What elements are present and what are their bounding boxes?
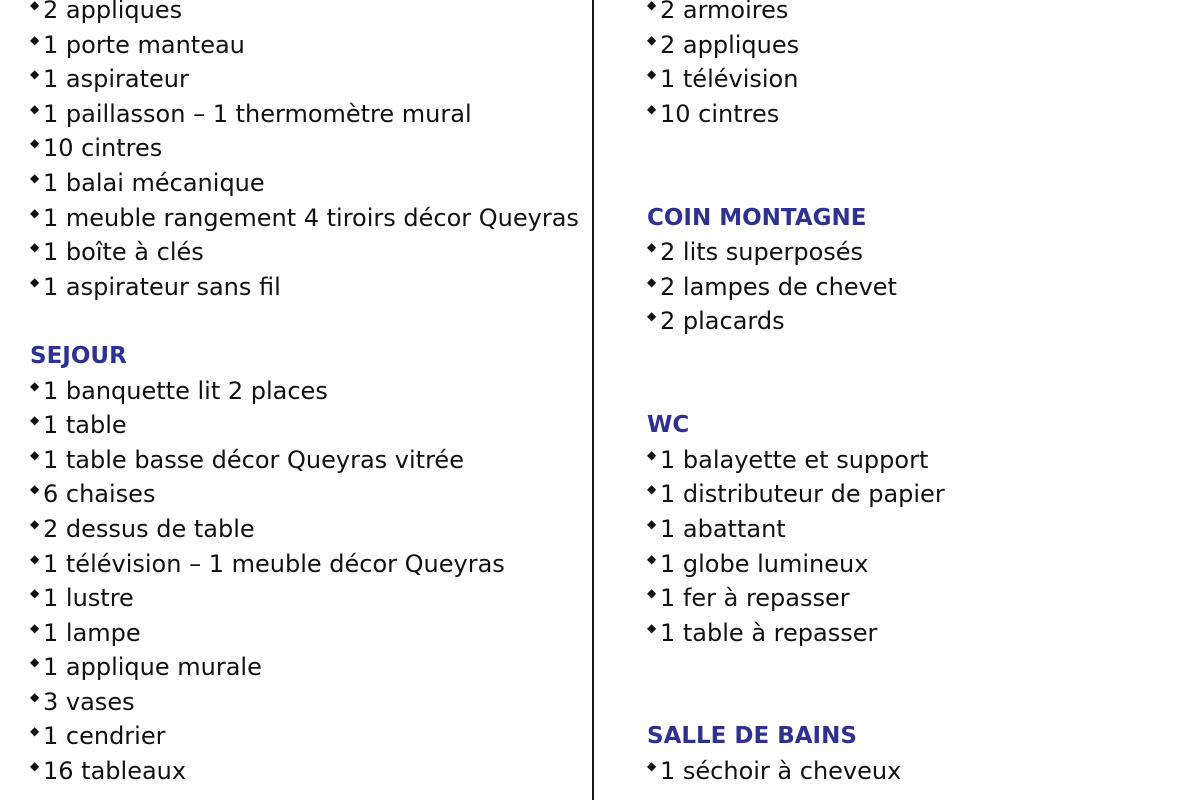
diamond-bullet-icon: ◆	[647, 32, 657, 47]
diamond-bullet-icon: ◆	[647, 586, 657, 601]
diamond-bullet-icon: ◆	[647, 67, 657, 82]
diamond-bullet-icon: ◆	[30, 655, 40, 670]
diamond-bullet-icon: ◆	[647, 620, 657, 635]
spacer	[647, 650, 1187, 719]
diamond-bullet-icon: ◆	[30, 240, 40, 255]
diamond-bullet-icon: ◆	[30, 274, 40, 289]
diamond-bullet-icon: ◆	[30, 447, 40, 462]
diamond-bullet-icon: ◆	[30, 413, 40, 428]
list-item: ◆ 1 balai mécanique	[30, 166, 585, 201]
diamond-bullet-icon: ◆	[647, 309, 657, 324]
list-item: ◆ 1 aspirateur	[30, 62, 585, 97]
diamond-bullet-icon: ◆	[647, 240, 657, 255]
list-item: ◆ 1 balayette et support	[647, 443, 1187, 478]
diamond-bullet-icon: ◆	[647, 551, 657, 566]
list-item: ◆ 3 vases	[30, 685, 585, 720]
list-item: ◆ 1 table	[30, 408, 585, 443]
section-heading-coin-montagne: COIN MONTAGNE	[647, 204, 867, 231]
list-item: ◆ 1 lampe	[30, 616, 585, 651]
list-item: ◆ 1 fer à repasser	[647, 581, 1187, 616]
diamond-bullet-icon: ◆	[647, 759, 657, 774]
column-divider	[592, 0, 594, 800]
diamond-bullet-icon: ◆	[647, 274, 657, 289]
list-item: ◆ 1 meuble rangement 4 tiroirs décor Queyras	[30, 201, 585, 236]
list-item: ◆ 2 lampes de chevet	[647, 270, 1187, 305]
diamond-bullet-icon: ◆	[30, 101, 40, 116]
list-item: ◆ 1 abattant	[647, 512, 1187, 547]
diamond-bullet-icon: ◆	[30, 724, 40, 739]
list-item: ◆ 6 chaises	[30, 477, 585, 512]
list-item: ◆ 2 lits superposés	[647, 235, 1187, 270]
diamond-bullet-icon: ◆	[30, 516, 40, 531]
section-heading-sejour: SEJOUR	[30, 342, 127, 369]
list-item: ◆ 1 lustre	[30, 581, 585, 616]
spacer	[647, 339, 1187, 408]
diamond-bullet-icon: ◆	[30, 620, 40, 635]
spacer	[647, 131, 1187, 200]
diamond-bullet-icon: ◆	[30, 0, 40, 12]
list-item: ◆ 16 tableaux	[30, 754, 585, 789]
list-item: ◆ 1 globe lumineux	[647, 547, 1187, 582]
list-item: ◆ 1 télévision	[647, 62, 1187, 97]
spacer	[30, 304, 585, 339]
list-item: ◆ 2 placards	[647, 304, 1187, 339]
list-item: ◆ 1 porte manteau	[30, 28, 585, 63]
list-item: ◆ 10 cintres	[647, 97, 1187, 132]
diamond-bullet-icon: ◆	[30, 205, 40, 220]
list-item: ◆ 2 appliques	[30, 0, 585, 28]
diamond-bullet-icon: ◆	[30, 482, 40, 497]
list-item: ◆ 2 dessus de table	[30, 512, 585, 547]
list-item: ◆ 1 table basse décor Queyras vitrée	[30, 443, 585, 478]
diamond-bullet-icon: ◆	[30, 759, 40, 774]
diamond-bullet-icon: ◆	[647, 516, 657, 531]
diamond-bullet-icon: ◆	[30, 378, 40, 393]
section-heading-salle-de-bains: SALLE DE BAINS	[647, 723, 857, 750]
list-item: ◆ 1 cendrier	[30, 719, 585, 754]
list-item: ◆ 1 paillasson – 1 thermomètre mural	[30, 97, 585, 132]
diamond-bullet-icon: ◆	[30, 551, 40, 566]
diamond-bullet-icon: ◆	[30, 586, 40, 601]
diamond-bullet-icon: ◆	[647, 0, 657, 12]
diamond-bullet-icon: ◆	[647, 101, 657, 116]
list-item: ◆ 1 télévision – 1 meuble décor Queyras	[30, 547, 585, 582]
list-item: ◆ 1 table à repasser	[647, 616, 1187, 651]
left-column	[30, 0, 585, 789]
list-item: ◆ 1 banquette lit 2 places	[30, 374, 585, 409]
diamond-bullet-icon: ◆	[30, 32, 40, 47]
list-item: ◆ 2 appliques	[647, 28, 1187, 63]
list-item: ◆ 2 armoires	[647, 0, 1187, 28]
right-column	[647, 0, 1187, 789]
diamond-bullet-icon: ◆	[30, 67, 40, 82]
list-item: ◆ 10 cintres	[30, 131, 585, 166]
section-heading-wc: WC	[647, 412, 690, 439]
list-item: ◆ 1 applique murale	[30, 650, 585, 685]
list-item: ◆ 1 aspirateur sans fil	[30, 270, 585, 305]
list-item: ◆ 1 boîte à clés	[30, 235, 585, 270]
diamond-bullet-icon: ◆	[30, 136, 40, 151]
diamond-bullet-icon: ◆	[30, 689, 40, 704]
diamond-bullet-icon: ◆	[647, 482, 657, 497]
list-item: ◆ 1 distributeur de papier	[647, 477, 1187, 512]
list-item: ◆ 1 séchoir à cheveux	[647, 754, 1187, 789]
diamond-bullet-icon: ◆	[30, 170, 40, 185]
diamond-bullet-icon: ◆	[647, 447, 657, 462]
